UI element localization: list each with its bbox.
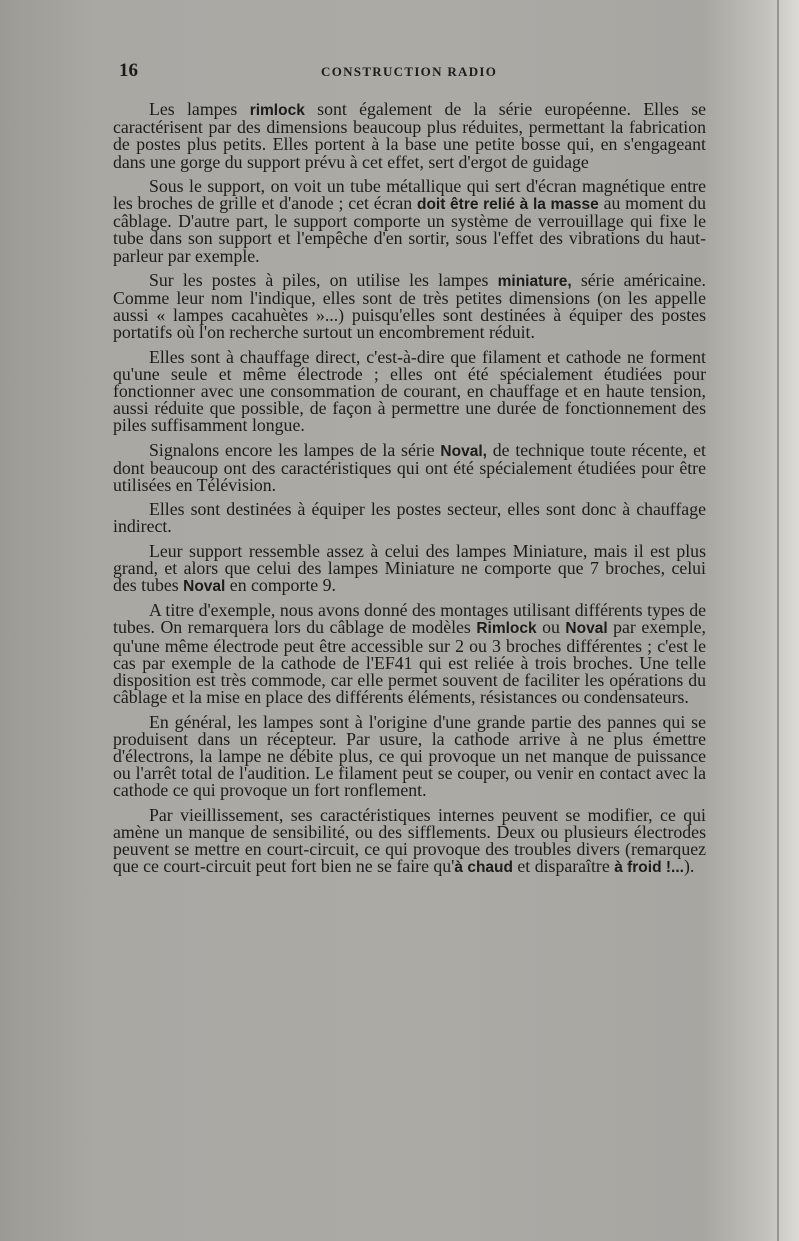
paragraph-noval — [113, 439, 706, 496]
text-run: En général, les lampes sont à l'origine d'une grande partie des pannes qui se produisent dans un récepteur. Par usure, la cathode arrive à ne plus émettre d'électrons, la lampe ne débite plus, ce qui provoque un net manque de puissance ou l'arrêt total de l'audition. Le filament peut se couper, ou venir en contact avec la cathode ce qui provoque un fort ronflement. — [113, 711, 706, 801]
bold-term: Rimlock — [476, 620, 537, 638]
paragraph-chauffage-direct — [113, 346, 706, 436]
page-header — [116, 60, 706, 84]
page-edge-shadow — [777, 0, 779, 1241]
text-run: Leur support ressemble assez à celui des lampes Miniature, mais il est plus grand, et alors que celui des lampes Miniature ne comporte que 7 broches, celui des tubes — [113, 540, 706, 596]
page-number: 16 — [119, 60, 138, 81]
paragraph-pannes — [113, 711, 706, 801]
text-run: Par vieillissement, ses caractéristiques internes peuvent se modifier, ce qui amène un manque de sensibilité, ou des sifflements. Deux ou plusieurs électrodes peuvent se mettre en court-circuit, ce qui provoque des troubles divers (remarquez que ce court-circuit peut fort bien ne se faire qu' — [113, 804, 706, 877]
bold-term: à chaud — [454, 859, 513, 877]
text-run: Sur les postes à piles, on utilise les lampes — [149, 269, 498, 290]
text-run: Signalons encore les lampes de la série — [149, 439, 441, 460]
text-run: Elles sont destinées à équiper les postes secteur, elles sont donc à chauffage indirect. — [113, 499, 706, 537]
text-run: sont également de la série européenne. Elles se caractérisent par des dimensions beaucoup plus réduites, permettant la fabrication de postes plus petits. Elles portent à la base une petite bosse qui, en s'engageant dans une gorge du support prévu à cet effet, sert d'ergot de guidage — [113, 99, 707, 172]
running-title: CONSTRUCTION RADIO — [321, 64, 498, 79]
text-run: Elles sont à chauffage direct, c'est-à-dire que filament et cathode ne forment qu'une seule et même électrode ; elles ont été spécialement étudiées pour fonctionner avec une consommation de courant, en chauffage et en haute tension, aussi réduite que possible, de façon à permettre une durée de fonctionnement des piles suffisamment longue. — [113, 346, 706, 436]
text-run: et disparaître — [512, 856, 615, 877]
paragraph-vieillissement — [113, 804, 706, 877]
text-run: A titre d'exemple, nous avons donné des montages utilisant différents types de tubes. On remarquera lors du câblage de modèles — [113, 600, 706, 638]
text-run: en comporte 9. — [225, 575, 336, 596]
text-run: de technique toute récente, et dont beaucoup ont des caractéristiques qui ont été spécialement étudiées pour être utilisées en Télévision. — [113, 439, 706, 496]
text-run: par exemple, qu'une même électrode peut être accessible sur 2 ou 3 broches différentes ; c'est le cas par exemple de la cathode de l'EF41 qui est reliée à trois broches. Une telle disposition est très commode, car elle permet souvent de faciliter les opérations du câblage et la mise en place des différents éléments, résistances ou condensateurs. — [113, 617, 706, 708]
text-run: ou — [536, 617, 566, 638]
body-text — [113, 101, 706, 876]
paragraph-exemple — [113, 602, 706, 706]
bold-term: Noval — [565, 620, 608, 638]
paragraph-secteur — [113, 501, 706, 535]
text-run: Sous le support, on voit un tube métallique qui sert d'écran magnétique entre les broches de grille et d'anode ; cet écran — [113, 175, 706, 214]
text-run: au moment du câblage. D'autre part, le support comporte un système de verrouillage qui fixe le tube dans son support et l'empêche d'en sortir, sous l'effet des vibrations du haut-parleur par exemple. — [113, 193, 706, 266]
bold-term: à froid !... — [614, 859, 684, 877]
text-run: série américaine. Comme leur nom l'indique, elles sont de très petites dimensions (on les appelle aussi « lampes cacahuètes »...) puisqu'elles sont destinées à équiper des postes portatifs où l'on recherche surtout un encombrement réduit. — [113, 269, 706, 343]
bold-term: miniature, — [497, 272, 572, 290]
text-run: ). — [683, 856, 695, 877]
bold-term: Noval, — [440, 442, 487, 460]
bold-term: Noval — [183, 578, 226, 596]
paragraph-support-noval — [113, 540, 706, 596]
paragraph-support — [113, 175, 706, 266]
bold-term: rimlock — [249, 102, 305, 119]
bold-term: doit être relié à la masse — [417, 196, 599, 214]
paragraph-rimlock — [113, 101, 706, 171]
paragraph-miniature — [113, 269, 706, 343]
text-run: Les lampes — [149, 99, 250, 119]
